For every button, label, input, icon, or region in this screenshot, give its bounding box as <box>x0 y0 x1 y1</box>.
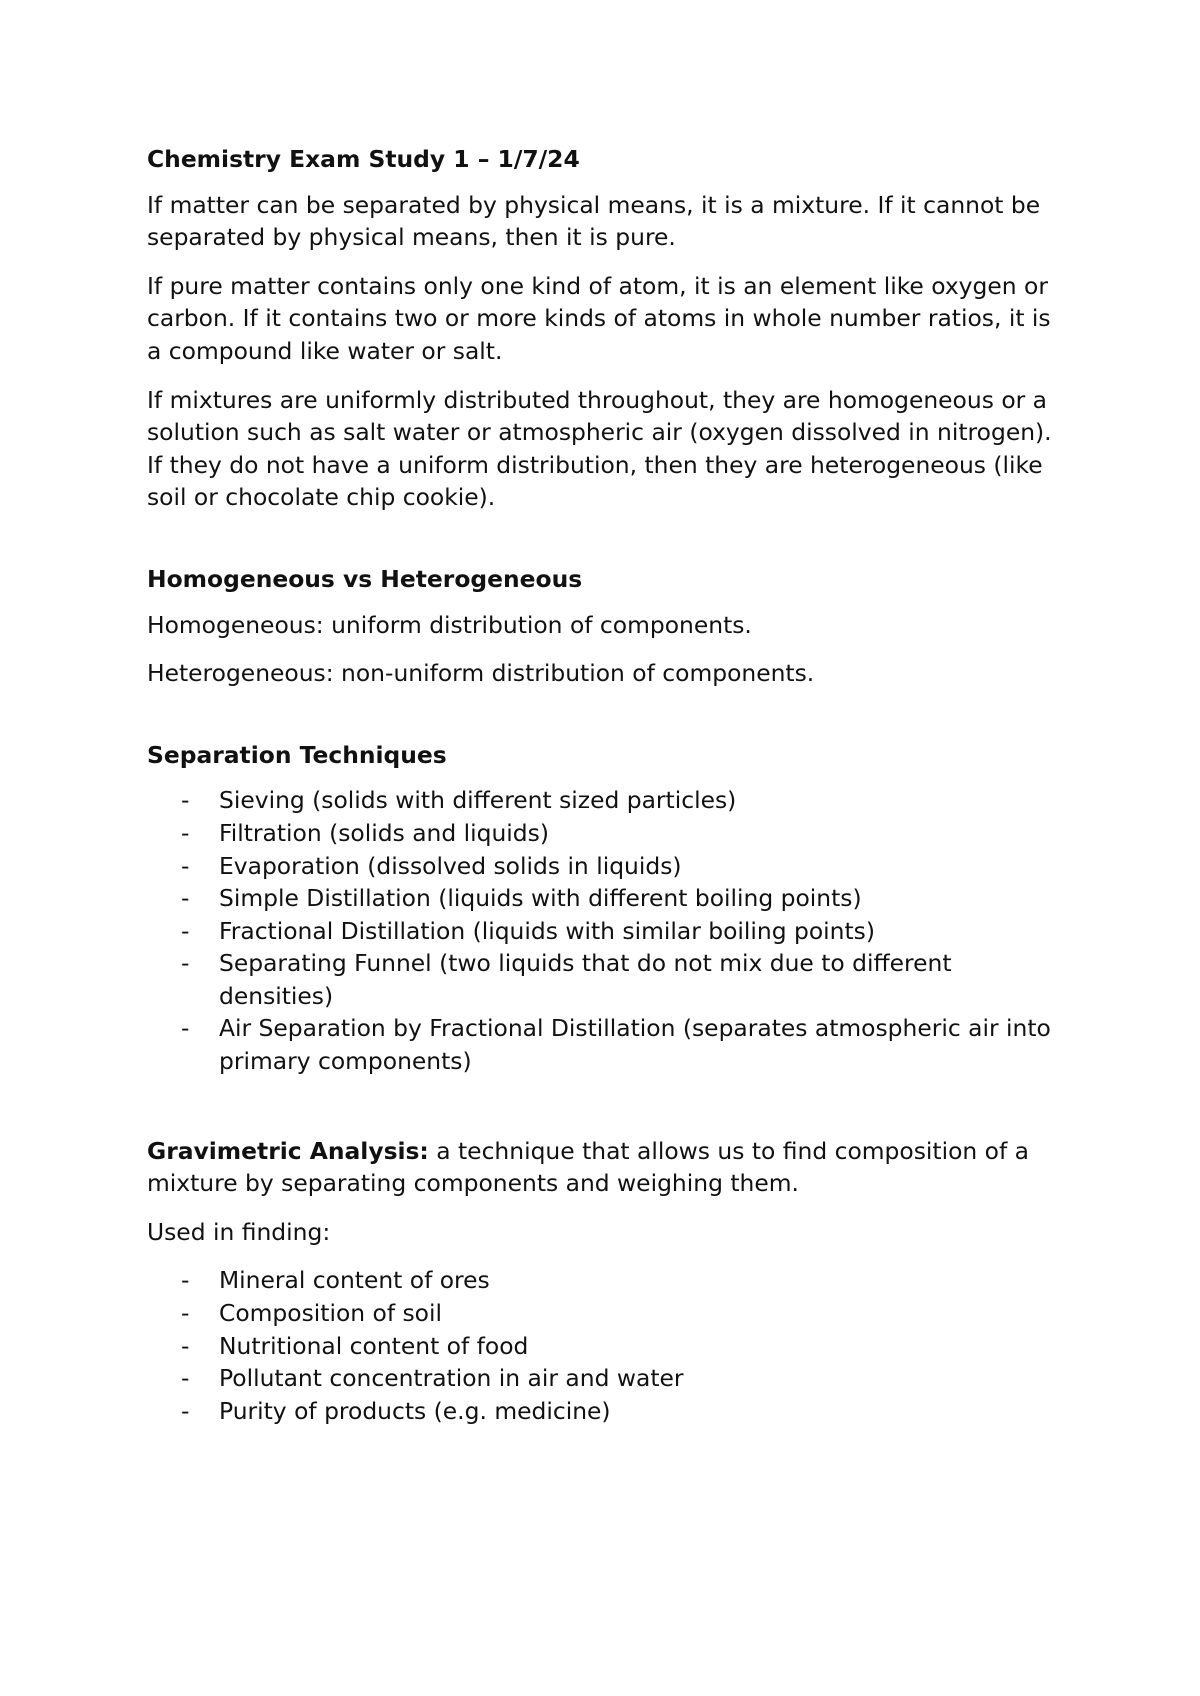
list-item-text: Purity of products (e.g. medicine) <box>219 1396 611 1425</box>
gravimetric-definition: a technique that allows us to find composition of a mixture by separating components and weighing them. <box>147 1136 1029 1198</box>
list-item-text: Composition of soil <box>219 1299 442 1328</box>
list-item <box>147 817 1070 850</box>
list-item-text: Sieving (solids with different sized particles) <box>219 786 737 815</box>
list-item <box>147 882 1070 915</box>
dash-bullet: - <box>181 1364 190 1393</box>
dash-bullet: - <box>181 916 190 945</box>
homogeneous-definition: Homogeneous: uniform distribution of components. <box>147 610 752 639</box>
document-title: Chemistry Exam Study 1 – 1/7/24 <box>147 145 580 173</box>
list-item-text: Pollutant concentration in air and water <box>219 1364 684 1393</box>
heterogeneous-definition: Heterogeneous: non-uniform distribution of components. <box>147 659 815 688</box>
gravimetric-term: Gravimetric Analysis: <box>147 1136 429 1165</box>
dash-bullet: - <box>181 949 190 978</box>
list-item <box>147 1264 1070 1297</box>
dash-bullet: - <box>181 884 190 913</box>
list-item-text: Air Separation by Fractional Distillation (separates atmospheric air into primary components) <box>219 1014 1051 1076</box>
dash-bullet: - <box>181 1331 190 1360</box>
intro-paragraph-element-compound: If pure matter contains only one kind of atom, it is an element like oxygen or carbon. If it contains two or more kinds of atoms in whole number ratios, it is a compound like water or salt. <box>147 271 1051 365</box>
list-item-text: Simple Distillation (liquids with different boiling points) <box>219 884 862 913</box>
used-in-label: Used in finding: <box>147 1217 331 1246</box>
separation-heading: Separation Techniques <box>147 740 447 769</box>
dash-bullet: - <box>181 1014 190 1043</box>
list-item-text: Nutritional content of food <box>219 1331 529 1360</box>
list-item <box>147 1297 1070 1330</box>
homogeneous-heading: Homogeneous vs Heterogeneous <box>147 564 583 593</box>
list-item-text: Evaporation (dissolved solids in liquids) <box>219 851 682 880</box>
list-item-text: Mineral content of ores <box>219 1266 490 1295</box>
list-item <box>147 1330 1070 1363</box>
dash-bullet: - <box>181 1266 190 1295</box>
dash-bullet: - <box>181 1299 190 1328</box>
intro-paragraph-homogeneous: If mixtures are uniformly distributed throughout, they are homogeneous or a solution such as salt water or atmospheric air (oxygen dissolved in nitrogen). If they do not have a uniform distribution, then they are heterogeneous (like soil or chocolate chip cookie). <box>147 385 1052 512</box>
list-item <box>147 850 1070 883</box>
list-item <box>147 1362 1070 1395</box>
list-item <box>147 915 1070 948</box>
gravimetric-uses-list <box>147 1264 1070 1427</box>
dash-bullet: - <box>181 786 190 815</box>
list-item-text: Separating Funnel (two liquids that do not mix due to different densities) <box>219 949 952 1010</box>
dash-bullet: - <box>181 818 190 847</box>
list-item-text: Fractional Distillation (liquids with similar boiling points) <box>219 916 875 945</box>
gravimetric-paragraph <box>147 1135 1070 1200</box>
dash-bullet: - <box>181 851 190 880</box>
list-item <box>147 784 1070 817</box>
list-item <box>147 1012 1070 1077</box>
separation-list <box>147 784 1070 1077</box>
list-item <box>147 947 1070 1012</box>
list-item <box>147 1395 1070 1428</box>
dash-bullet: - <box>181 1396 190 1425</box>
list-item-text: Filtration (solids and liquids) <box>219 818 549 847</box>
intro-paragraph-mixture: If matter can be separated by physical means, it is a mixture. If it cannot be separated by physical means, then it is pure. <box>147 190 1041 252</box>
